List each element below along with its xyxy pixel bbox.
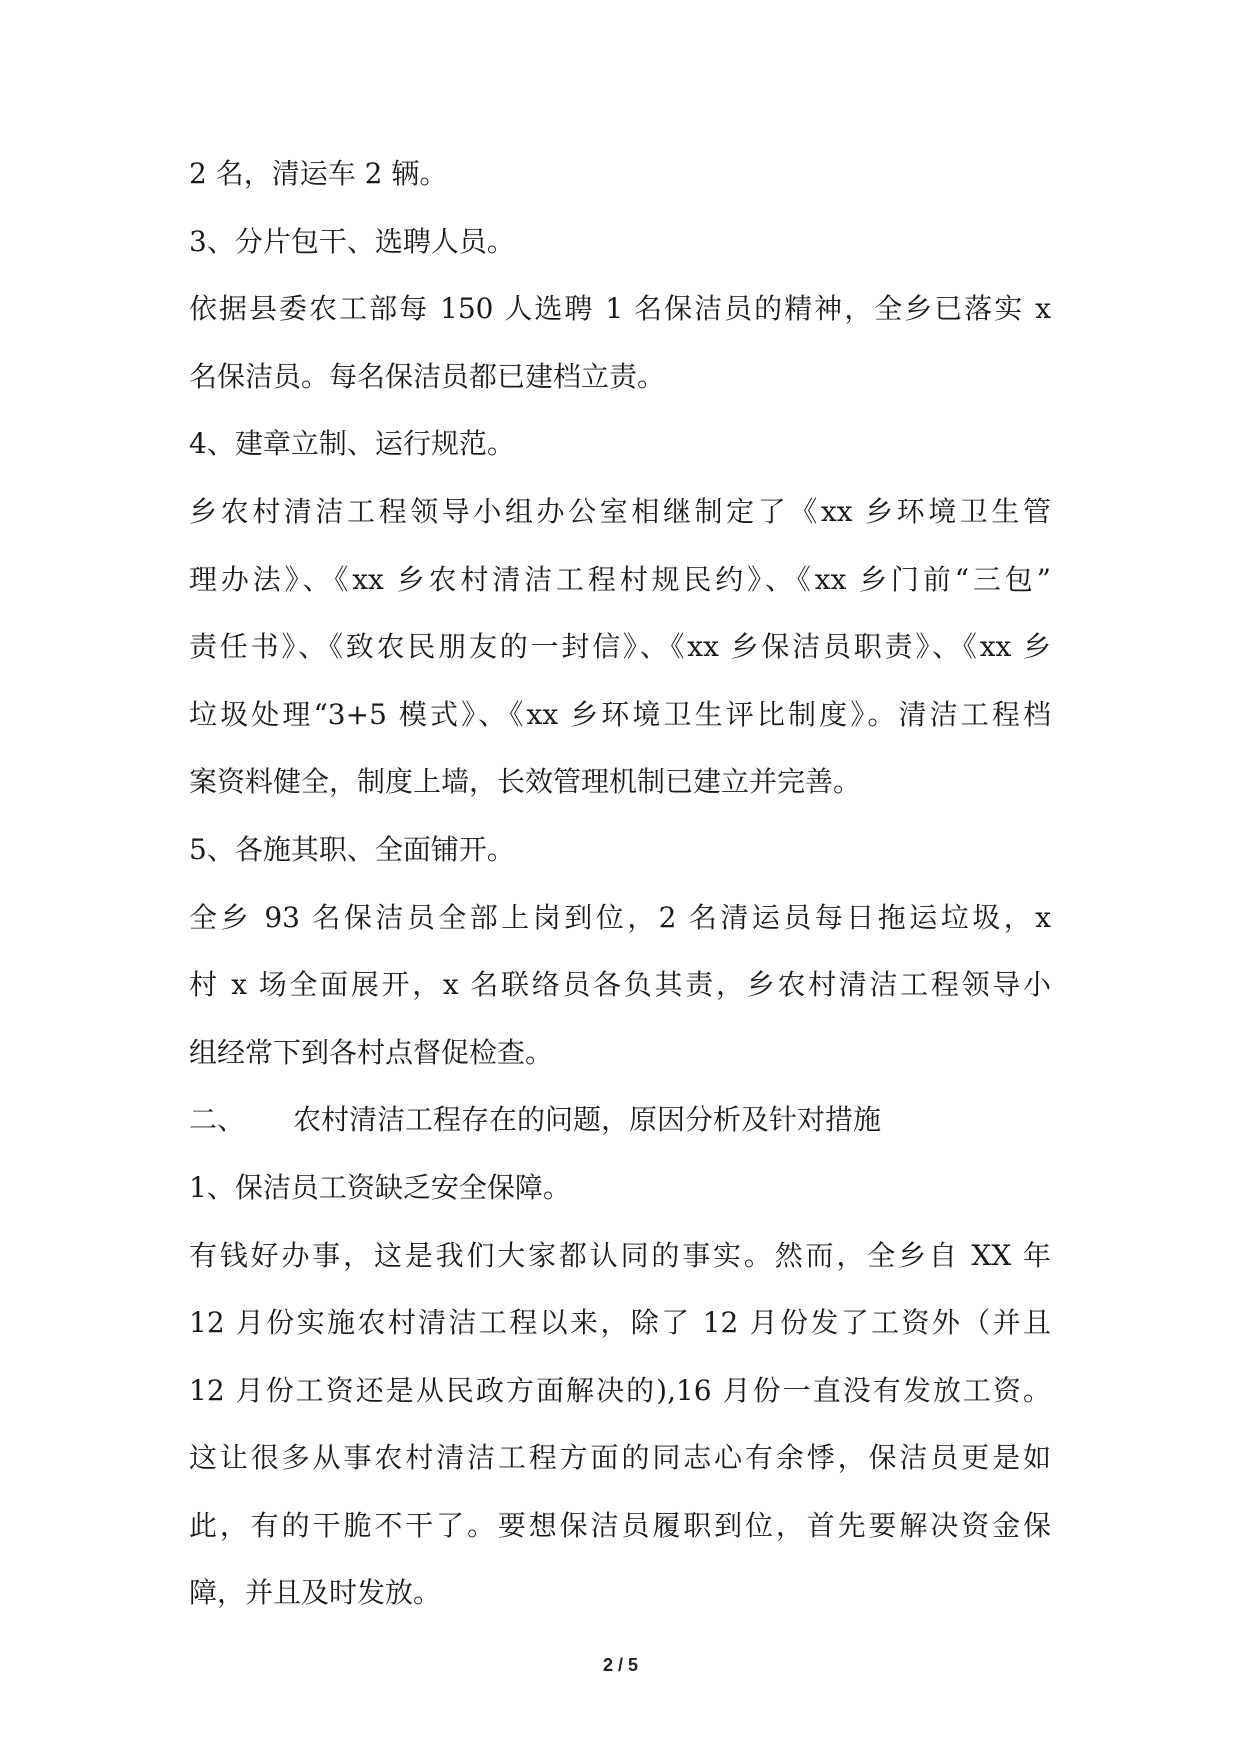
subheading-5: 5、各施其职、全面铺开。 [189,832,515,866]
text-line: 理办法》、《xx 乡农村清洁工程村规民约》、《xx 乡门前“三包” [189,562,1051,596]
text-line: 村 x 场全面展开，x 名联络员各负其责，乡农村清洁工程领导小 [189,968,1051,1002]
text-line: 责任书》、《致农民朋友的一封信》、《xx 乡保洁员职责》、《xx 乡 [189,630,1051,664]
text-line: 12 月份实施农村清洁工程以来，除了 12 月份发了工资外（并且 [189,1306,1051,1340]
subheading-3: 3、分片包干、选聘人员。 [189,224,515,258]
section-heading-two [189,1102,1051,1170]
text-line: 垃圾处理“3+5 模式》、《xx 乡环境卫生评比制度》。清洁工程档 [189,697,1051,731]
page-number: 2 / 5 [602,1655,639,1675]
text-line: 组经常下到各村点督促检查。 [189,1035,554,1069]
text-line: 全乡 93 名保洁员全部上岗到位，2 名清运员每日拖运垃圾，x [189,900,1051,934]
subheading-4: 4、建章立制、运行规范。 [189,427,515,461]
text-line: 12 月份工资还是从民政方面解决的),16 月份一直没有发放工资。 [189,1373,1051,1407]
text-line: 案资料健全，制度上墙，长效管理机制已建立并完善。 [189,765,862,799]
subheading-1: 1、保洁员工资缺乏安全保障。 [189,1170,571,1204]
text-line: 障，并且及时发放。 [189,1576,442,1610]
text-line: 此，有的干脆不干了。要想保洁员履职到位，首先要解决资金保 [189,1508,1051,1542]
text-line: 这让很多从事农村清洁工程方面的同志心有余悸，保洁员更是如 [189,1441,1051,1475]
section-number: 二、 [189,1103,246,1137]
text-line: 名保洁员。每名保洁员都已建档立责。 [189,359,666,393]
text-line: 依据县委农工部每 150 人选聘 1 名保洁员的精神，全乡已落实 x [189,292,1051,326]
section-title: 农村清洁工程存在的问题，原因分析及针对措施 [293,1103,882,1137]
text-line: 2 名，清运车 2 辆。 [189,157,448,190]
text-line: 乡农村清洁工程领导小组办公室相继制定了《xx 乡环境卫生管 [189,494,1051,528]
document-body [189,156,1051,1643]
text-line: 有钱好办事，这是我们大家都认同的事实。然而，全乡自 XX 年 [189,1238,1051,1272]
